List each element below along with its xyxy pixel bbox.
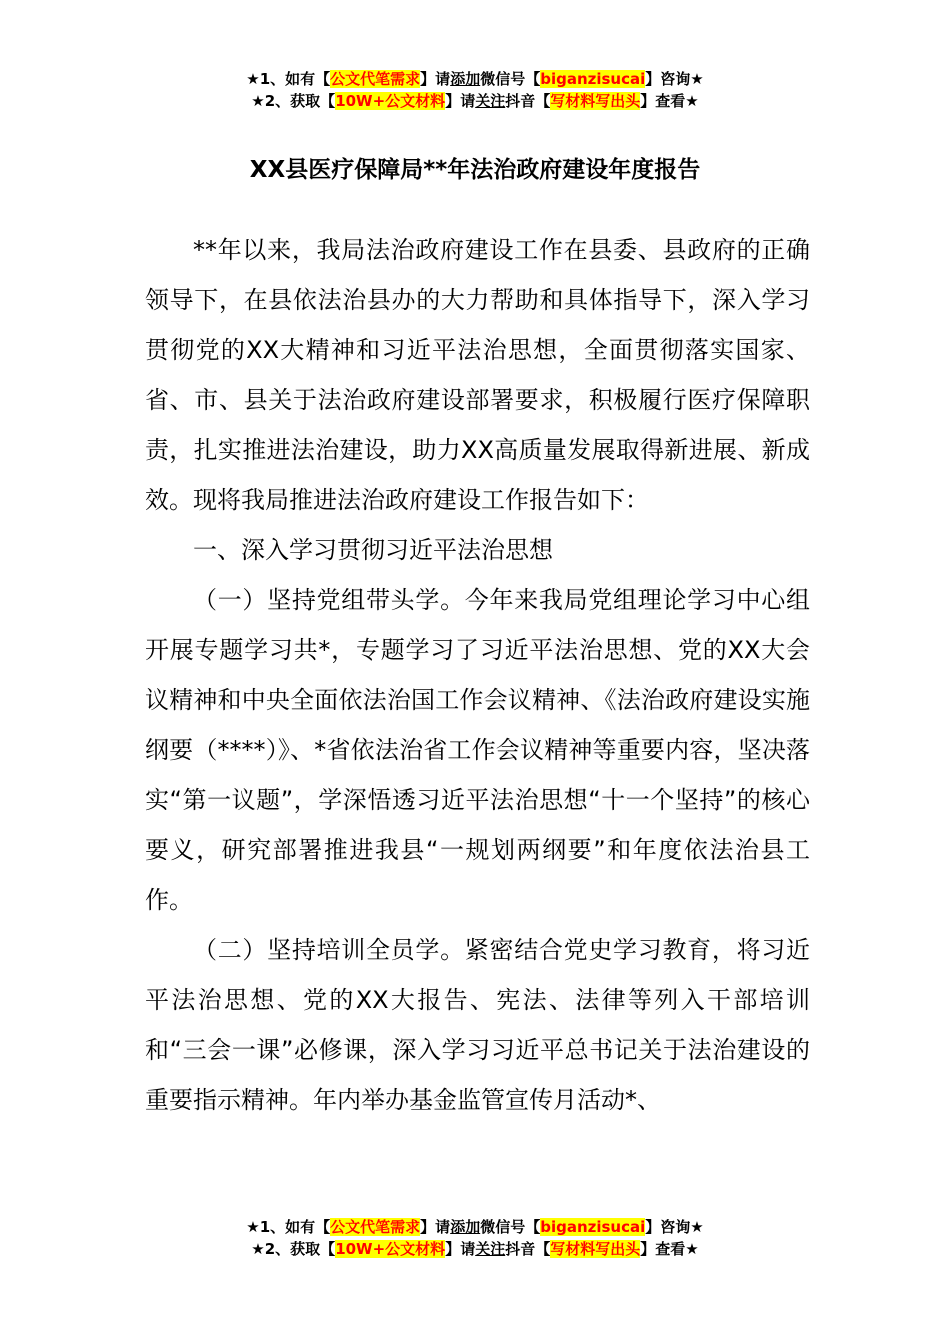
header-banner <box>0 68 950 112</box>
highlight-wechat-id: biganzisucai <box>540 1218 646 1236</box>
footer-banner <box>0 1216 950 1260</box>
highlight-wechat-id: biganzisucai <box>540 70 646 88</box>
highlight-service: 公文代笔需求 <box>330 70 421 88</box>
banner-line-1: ★1、如有【公文代笔需求】请添加微信号【biganzisucai】咨询★ <box>246 1218 704 1236</box>
section-paragraph-1: （一）坚持党组带头学。今年来我局党组理论学习中心组开展专题学习共*，专题学习了习近平法治思想、党的XX大会议精神和中央全面依法治国工作会议精神、《法治政府建设实施纲要（****）》、*省依法治省工作会议精神等重要内容，坚决落实“第一议题”，学深悟透习近平法治思想“十一个坚持”的核心要义，研究部署推进我县“一规划两纲要”和年度依法治县工作。 <box>145 586 810 914</box>
section-heading: 一、深入学习贯彻习近平法治思想 <box>193 536 553 564</box>
banner-line-2: ★2、获取【10W+公文材料】请关注抖音【写材料写出头】查看★ <box>251 92 699 110</box>
highlight-douyin-account: 写材料写出头 <box>550 1240 641 1258</box>
highlight-service: 公文代笔需求 <box>330 1218 421 1236</box>
highlight-douyin-account: 写材料写出头 <box>550 92 641 110</box>
section-paragraph-2: （二）坚持培训全员学。紧密结合党史学习教育，将习近平法治思想、党的XX大报告、宪法、法律等列入干部培训和“三会一课”必修课，深入学习习近平总书记关于法治建设的重要指示精神。年内举办基金监管宣传月活动*、 <box>145 936 810 1114</box>
banner-line-2: ★2、获取【10W+公文材料】请关注抖音【写材料写出头】查看★ <box>251 1240 699 1258</box>
intro-paragraph: **年以来，我局法治政府建设工作在县委、县政府的正确领导下，在县依法治县办的大力帮助和具体指导下，深入学习贯彻党的XX大精神和习近平法治思想，全面贯彻落实国家、省、市、县关于法治政府建设部署要求，积极履行医疗保障职责，扎实推进法治建设，助力XX高质量发展取得新进展、新成效。现将我局推进法治政府建设工作报告如下： <box>145 236 810 514</box>
banner-line-1: ★1、如有【公文代笔需求】请添加微信号【biganzisucai】咨询★ <box>246 70 704 88</box>
document-title: XX县医疗保障局**年法治政府建设年度报告 <box>249 157 701 183</box>
highlight-materials: 10W+公文材料 <box>335 1240 446 1258</box>
highlight-materials: 10W+公文材料 <box>335 92 446 110</box>
document-body <box>145 225 810 1125</box>
